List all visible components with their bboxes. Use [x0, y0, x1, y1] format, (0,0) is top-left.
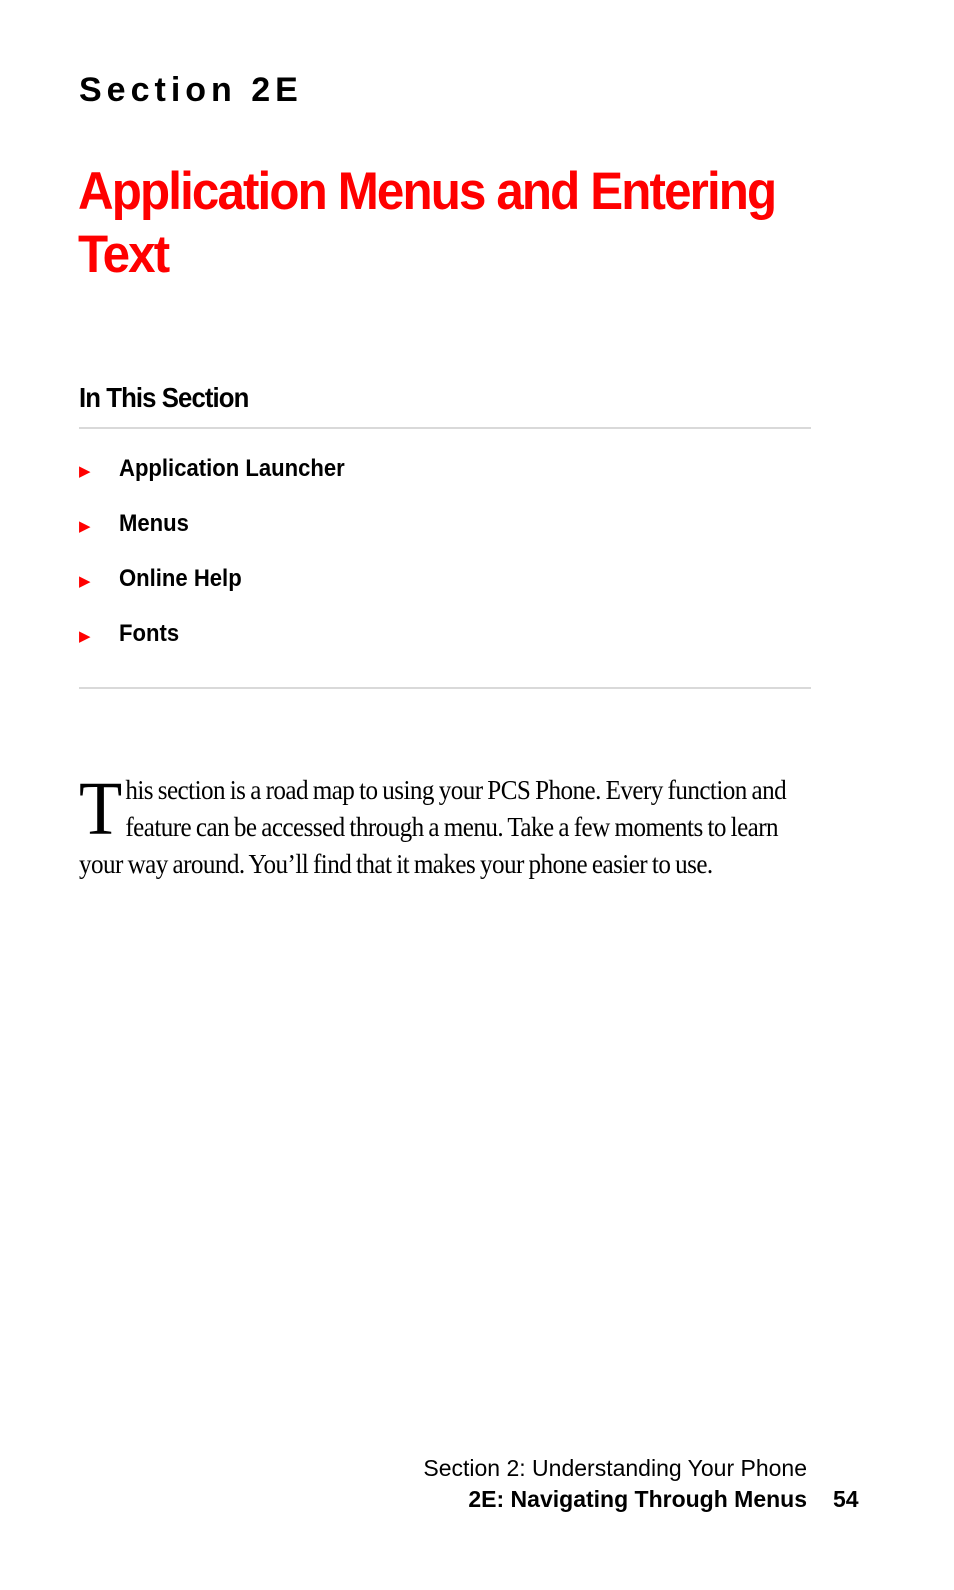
- footer-section-title: Section 2: Understanding Your Phone: [423, 1455, 807, 1481]
- triangle-right-icon: ▶: [79, 573, 91, 590]
- section-label: Section 2E: [79, 71, 303, 109]
- drop-cap: T: [79, 767, 122, 851]
- list-item[interactable]: [79, 505, 364, 560]
- list-item[interactable]: [79, 615, 364, 670]
- intro-paragraph: [79, 767, 788, 883]
- list-item-label: Fonts: [119, 620, 180, 647]
- triangle-right-icon: ▶: [79, 518, 91, 535]
- intro-text: his section is a road map to using your PCS Phone. Every function and feature can be accessed through a menu. Take a few moments to learn your way around. You’ll find that it makes your phone easier to use.: [79, 775, 787, 879]
- footer-chapter-title: 2E: Navigating Through Menus: [468, 1486, 807, 1512]
- triangle-right-icon: ▶: [79, 628, 91, 645]
- list-item-label: Online Help: [119, 565, 242, 592]
- list-item-label: Application Launcher: [119, 455, 345, 482]
- list-item-label: Menus: [119, 510, 189, 537]
- page-title: Application Menus and Entering Text: [78, 162, 776, 284]
- list-item[interactable]: [79, 450, 364, 505]
- top-divider: [79, 427, 811, 429]
- page-number: 54: [833, 1486, 859, 1512]
- list-item[interactable]: [79, 560, 364, 615]
- in-this-section-heading: In This Section: [79, 382, 249, 413]
- section-contents-list: [79, 450, 364, 670]
- bottom-divider: [79, 687, 811, 689]
- triangle-right-icon: ▶: [79, 463, 91, 480]
